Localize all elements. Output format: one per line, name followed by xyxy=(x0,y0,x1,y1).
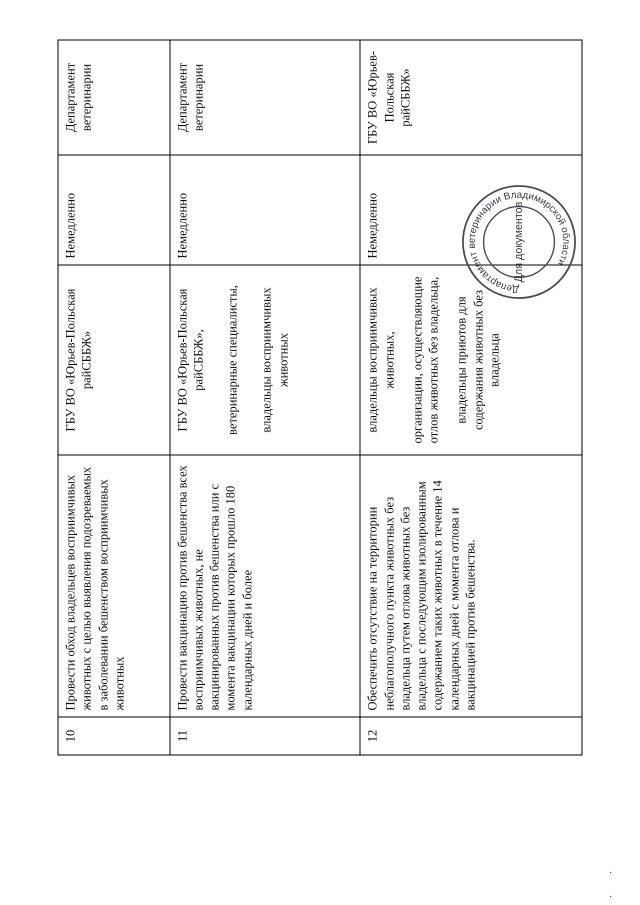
executors-cell xyxy=(170,265,361,455)
control-cell: Департамент ветеринарии xyxy=(170,40,361,155)
page-mark: . xyxy=(609,864,612,876)
control-cell: Департамент ветеринарии xyxy=(58,40,170,155)
row-number: 10 xyxy=(58,717,170,755)
executors-cell xyxy=(58,265,170,455)
stamp-center-text: Для документов xyxy=(512,201,525,283)
stamp-ring-text: Департамент ветеринарии Владимирской области xyxy=(466,189,572,295)
term-cell: Немедленно xyxy=(360,155,582,265)
executor-text: владельцы приютов для содержания животных без владельца xyxy=(454,289,502,431)
term-cell: Немедленно xyxy=(58,155,170,265)
round-stamp xyxy=(460,183,578,301)
executor-text: ГБУ ВО «Юрьев-Польская райСББЖ» xyxy=(63,288,94,432)
measures-table xyxy=(58,40,583,756)
measure-cell: Провести вакцинацию против бешенства всех восприимчивых животных, не вакцинированных против бешенства или с момента вакцинации которых прошло 180 календарных дней и более xyxy=(170,455,361,717)
table-row xyxy=(360,40,582,755)
measure-cell: Обеспечить отсутствие на территории неблагополучного пункта животных без владельца путем отлова животных без владельца с последующим изолированным содержанием таких животных в течение 14 календарных дней с момента отлова и вакцинацией против бешенства. xyxy=(360,455,582,717)
executor-text: организации, осуществляющие отлов животных без владельца, xyxy=(410,276,441,444)
executor-text: владельцы восприимчивых животных xyxy=(259,287,291,433)
term-cell: Немедленно xyxy=(170,155,361,265)
executor-text: ветеринарные специалисты, xyxy=(225,285,240,435)
measure-cell: Провести обход владельцев восприимчивых животных с целью выявления подозреваемых в заболевании бешенством восприимчивых животных xyxy=(58,455,170,717)
measures-table-rotated xyxy=(58,41,583,756)
table-row xyxy=(58,40,170,755)
row-number: 12 xyxy=(360,717,582,755)
executor-text: владельцы восприимчивых животных, xyxy=(365,287,397,433)
table-row xyxy=(170,40,361,755)
control-cell: ГБУ ВО «Юрьев-Польская райСББЖ» xyxy=(360,40,582,155)
executor-text: ГБУ ВО «Юрьев-Польская райСББЖ», xyxy=(175,288,206,432)
row-number: 11 xyxy=(170,717,361,755)
page-mark: . xyxy=(609,888,612,900)
